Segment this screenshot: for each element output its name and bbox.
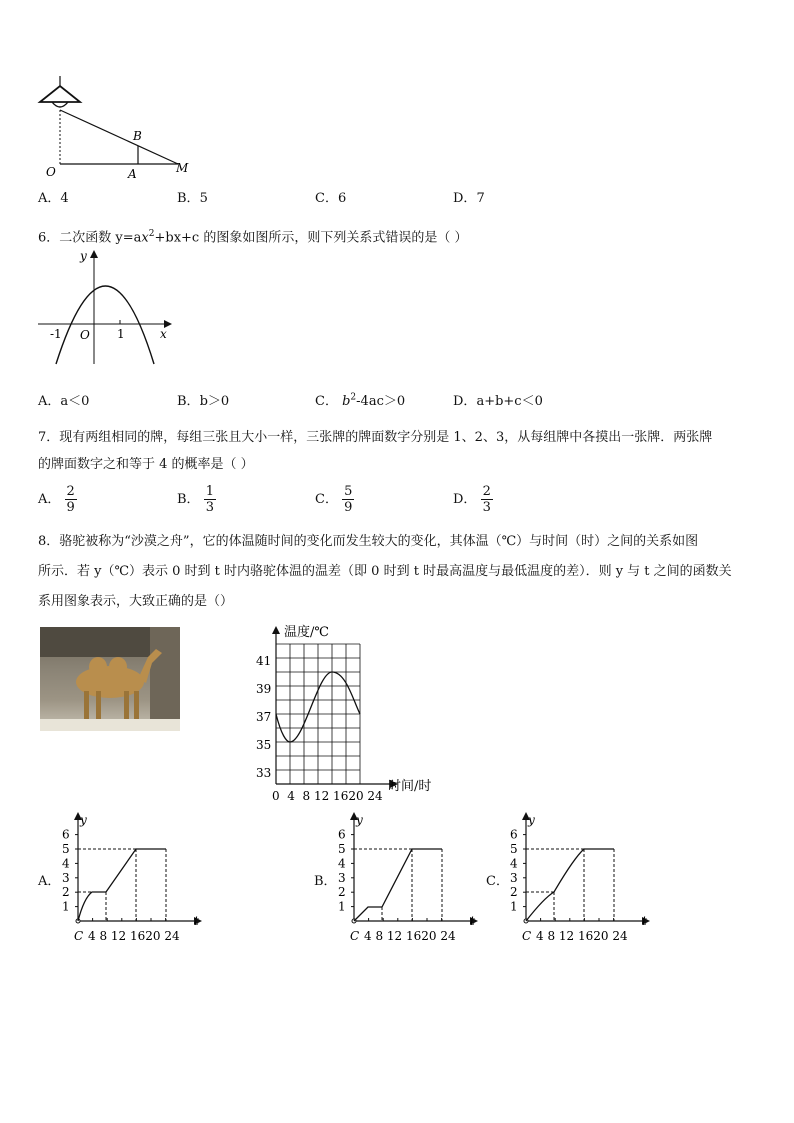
temperature-chart	[250, 620, 450, 805]
ytick-5: 5	[62, 842, 70, 856]
ytick-3: 3	[62, 870, 70, 885]
xticks: 4 8 12 1620 24	[88, 929, 180, 943]
xlabel: t	[470, 914, 475, 928]
q6-parabola-graph	[36, 248, 176, 368]
ytick-35: 35	[256, 738, 272, 752]
ytick-3: 3	[510, 870, 518, 885]
origin-label: C	[74, 929, 84, 943]
q8-option-b-chart	[332, 810, 482, 945]
ytick-5: 5	[338, 842, 346, 856]
q6-option-b: B．b＞0	[177, 394, 230, 409]
camel-photo	[40, 627, 180, 731]
q8-stem-line2: 所示．若 y（℃）表示 0 时到 t 时内骆驼体温的温差（即 0 时到 t 时最高温度与最低温度的差）．则 y 与 t 之间的函数关	[38, 564, 732, 579]
q8-option-a-chart	[56, 810, 206, 945]
ytick-5: 5	[510, 842, 518, 856]
label-M: M	[176, 161, 189, 175]
tick-neg1: -1	[50, 327, 62, 341]
ytick-2: 2	[62, 885, 70, 900]
q5-option-b: B．5	[177, 191, 208, 206]
ytick-33: 33	[256, 766, 272, 780]
ytick-6: 6	[338, 827, 346, 842]
tick-1: 1	[117, 327, 125, 341]
origin-label: C	[350, 929, 360, 943]
ylabel: y	[80, 813, 87, 827]
q7-option-a: A． $\frac{2}{9}$	[38, 484, 75, 515]
label-A: A	[128, 167, 137, 181]
q7-option-c: C． $\frac{5}{9}$	[315, 484, 353, 515]
ytick-41: 41	[256, 654, 272, 668]
q7-option-b: B． $\frac{1}{3}$	[177, 484, 214, 515]
ytick-4: 4	[510, 856, 518, 871]
q6-option-d: D．a+b+c＜0	[453, 394, 543, 409]
q7-stem-line2: 的牌面数字之和等于 4 的概率是（ ）	[38, 457, 254, 472]
xticks: 4 8 12 1620 24	[536, 929, 628, 943]
xticks: 4 8 12 1620 24	[364, 929, 456, 943]
ytick-3: 3	[338, 870, 346, 885]
ytick-37: 37	[256, 710, 272, 724]
ytick-1: 1	[510, 899, 518, 914]
q5-option-c: C．6	[315, 191, 347, 206]
q6-stem: 6．二次函数 $y=ax^2+bx+c$ 的图象如图所示，则下列关系式错误的是（ ）	[38, 229, 468, 246]
q8-option-a-letter: A．	[38, 874, 61, 889]
origin-label: O	[80, 328, 90, 342]
axis-x-label: x	[160, 327, 167, 341]
xlabel: t	[194, 914, 199, 928]
axis-y-label: y	[80, 249, 87, 263]
xlabel: t	[642, 914, 647, 928]
main-xticks: 0 4 8 12 1620 24	[272, 789, 383, 803]
q8-stem-line3: 系用图象表示，大致正确的是（）	[38, 594, 234, 609]
q8-stem-line1: 8．骆驼被称为“沙漠之舟”，它的体温随时间的变化而发生较大的变化，其体温（℃）与时间（时）之间的关系如图	[38, 534, 699, 549]
ylabel: y	[528, 813, 535, 827]
q5-figure	[30, 72, 210, 182]
q8-option-c-chart	[504, 810, 654, 945]
q5-option-a: A．4	[38, 191, 69, 206]
main-ylabel: 温度/℃	[284, 625, 329, 640]
q5-option-d: D．7	[453, 191, 485, 206]
q6-option-c: C． $b^2-4ac>0$	[315, 392, 406, 409]
origin-label: C	[522, 929, 532, 943]
ytick-6: 6	[510, 827, 518, 842]
main-xlabel: 时间/时	[388, 779, 432, 794]
ytick-4: 4	[62, 856, 70, 871]
q6-option-a: A．a＜0	[38, 394, 90, 409]
ytick-4: 4	[338, 856, 346, 871]
label-B: B	[133, 129, 142, 143]
q8-option-c-letter: C．	[486, 874, 509, 889]
label-O: O	[46, 165, 56, 179]
ytick-6: 6	[62, 827, 70, 842]
q7-stem-line1: 7．现有两组相同的牌，每组三张且大小一样，三张牌的牌面数字分别是 1、2、3，从每组牌中各摸出一张牌．两张牌	[38, 430, 713, 445]
ytick-1: 1	[338, 899, 346, 914]
ylabel: y	[356, 813, 363, 827]
q7-option-d: D． $\frac{2}{3}$	[453, 484, 491, 515]
ytick-2: 2	[510, 885, 518, 900]
q8-option-b-letter: B．	[314, 874, 337, 889]
ytick-1: 1	[62, 899, 70, 914]
ytick-39: 39	[256, 682, 272, 696]
ytick-2: 2	[338, 885, 346, 900]
